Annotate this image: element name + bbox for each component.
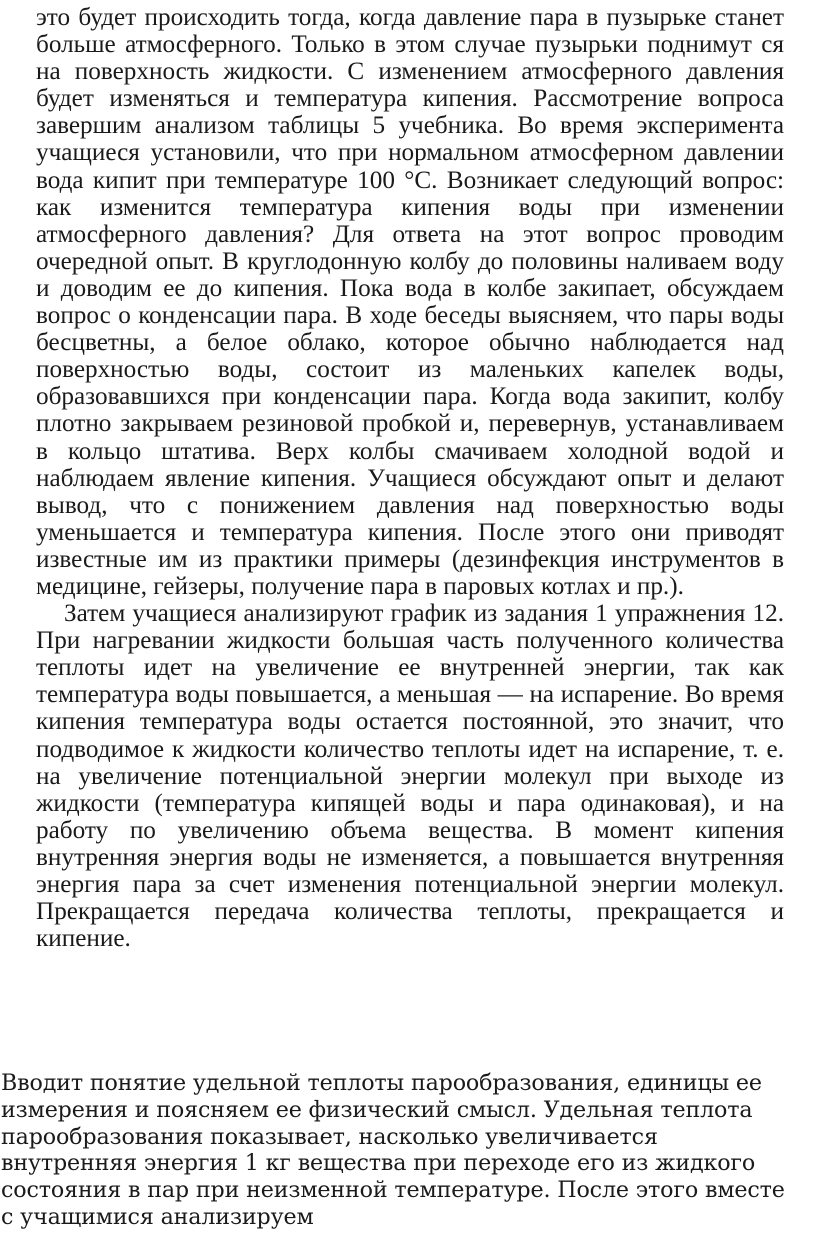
paragraph-boiling-pressure: это будет происходить тогда, когда давление пара в пузырьке станет больше атмосферного. Только в этом случае пузырьки поднимут ся на поверхность жидкости. С изменением атмосферного давления будет изменяться и температура кипения. Рассмотрение вопроса завершим анализом таблицы 5 учебника. Во время эксперимента учащиеся установили, что при нормальном атмосферном давлении вода кипит при температуре 100 °С. Возникает следующий вопрос: как изменится температура кипения воды при изменении атмосферного давления? Для ответа на этот вопрос проводим очередной опыт. В круглодонную колбу до половины наливаем воду и доводим ее до кипения. Пока вода в колбе закипает, обсуждаем вопрос о конденсации пара. В ходе беседы выясняем, что пары воды бесцветны, а белое облако, которое обычно наблюдается над поверхностью воды, состоит из маленьких капелек воды, образовавшихся при конденсации пара. Когда вода закипит, колбу плотно закрываем резиновой пробкой и, перевернув, устанавливаем в кольцо штатива. Верх колбы смачиваем холодной водой и наблюдаем явление кипения. Учащиеся обсуждают опыт и делают вывод, что с понижением давления над поверхностью воды уменьшается и температура кипения. После этого они приводят известные им из практики примеры (дезинфекция инструментов в медицине, гейзеры, получение пара в паровых котлах и пр.). (36, 4, 784, 600)
full-width-text-block (1, 1070, 791, 1231)
indented-text-block (36, 4, 784, 952)
paragraph-graph-analysis: Затем учащиеся анализируют график из задания 1 упражнения 12. При нагревании жидкости большая часть полученного количества теплоты идет на увеличение ее внутренней энергии, так как температура воды повышается, а меньшая — на испарение. Во время кипения температура воды остается постоянной, это значит, что подводимое к жидкости количество теплоты идет на испарение, т. е. на увеличение потенциальной энергии молекул при выходе из жидкости (температура кипящей воды и пара одинаковая), и на работу по увеличению объема вещества. В момент кипения внутренняя энергия воды не изменяется, а повышается внутренняя энергия пара за счет изменения потенциальной энергии молекул. Прекращается передача количества теплоты, прекращается и кипение. (36, 600, 784, 953)
paragraph-latent-heat: Вводит понятие удельной теплоты парообразования, единицы ее измерения и поясняем ее физический смысл. Удельная теплота парообразования показывает, насколько увеличивается внутренняя энергия 1 кг вещества при переходе его из жидкого состояния в пар при неизменной температуре. После этого вместе с учащимися анализируем (1, 1070, 785, 1230)
